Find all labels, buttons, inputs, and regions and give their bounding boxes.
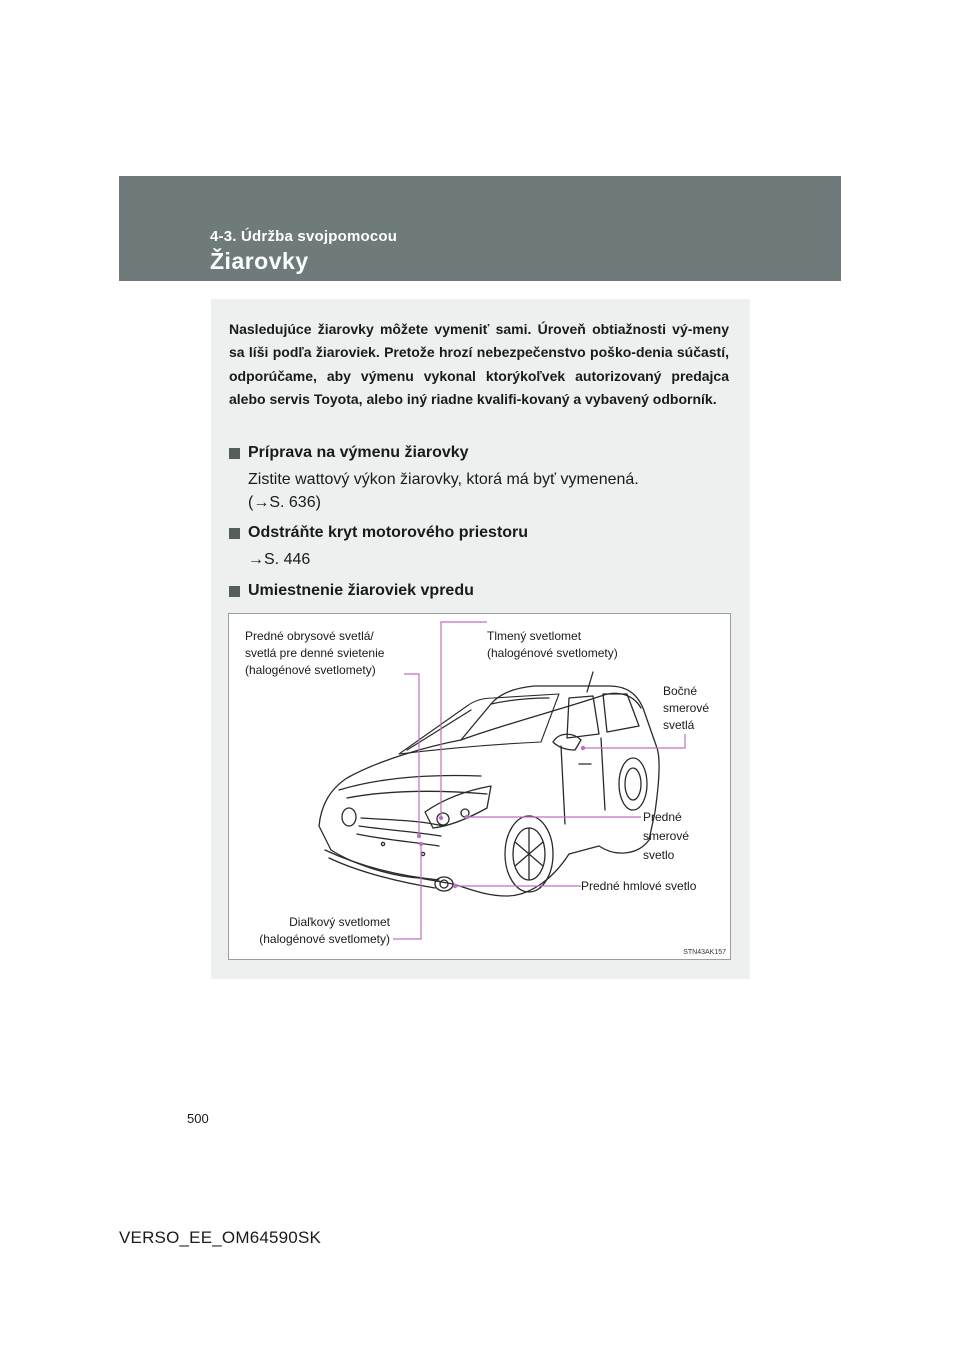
callout-low-beam: Tlmený svetlomet (halogénové svetlomety) [487,629,618,660]
item-heading-text: Príprava na výmenu žiarovky [248,444,469,461]
item-heading-engine-cover [229,524,528,542]
section-header [119,176,841,281]
square-bullet-icon [229,528,240,539]
item-body-preparation: Zistite wattový výkon žiarovky, ktorá má byť vymenená. (→S. 636) [248,471,639,511]
square-bullet-icon [229,586,240,597]
page-number: 500 [187,1111,209,1126]
page-title: Žiarovky [210,248,309,274]
content-box [211,299,750,979]
callout-front-position-lights: Predné obrysové svetlá/ svetlá pre denné svietenie (halogénové svetlomety) [245,629,385,677]
item-heading-preparation [229,444,469,462]
callout-side-turn-signals: Bočné smerové svetlá [663,684,710,732]
item-heading-text: Umiestnenie žiaroviek vpredu [248,582,474,599]
footer-document-code: VERSO_EE_OM64590SK [119,1228,322,1247]
intro-paragraph: Nasledujúce žiarovky môžete vymeniť sami. Úroveň obtiažnosti vý-meny sa líši podľa žiaroviek. Pretože hrozí nebezpečenstvo poško-denia súčastí, odporúčame, aby výmenu vykonal ktorýkoľvek autorizovaný predajca alebo servis Toyota, alebo iný riadne kvalifi-kovaný a vybavený odborník. [229,321,729,408]
item-body-engine-cover: →S. 446 [248,551,311,568]
bulb-location-figure [228,613,731,960]
callout-front-turn-signal: Predné smerové svetlo [643,810,690,862]
section-label: 4-3. Údržba svojpomocou [210,228,398,245]
figure-code: STN43AK157 [683,949,726,956]
square-bullet-icon [229,448,240,459]
item-heading-text: Odstráňte kryt motorového priestoru [248,524,529,541]
callout-high-beam: Diaľkový svetlomet (halogénové svetlomety) [259,915,390,946]
item-heading-front-bulbs [229,582,474,600]
callout-fog-light: Predné hmlové svetlo [581,879,697,893]
